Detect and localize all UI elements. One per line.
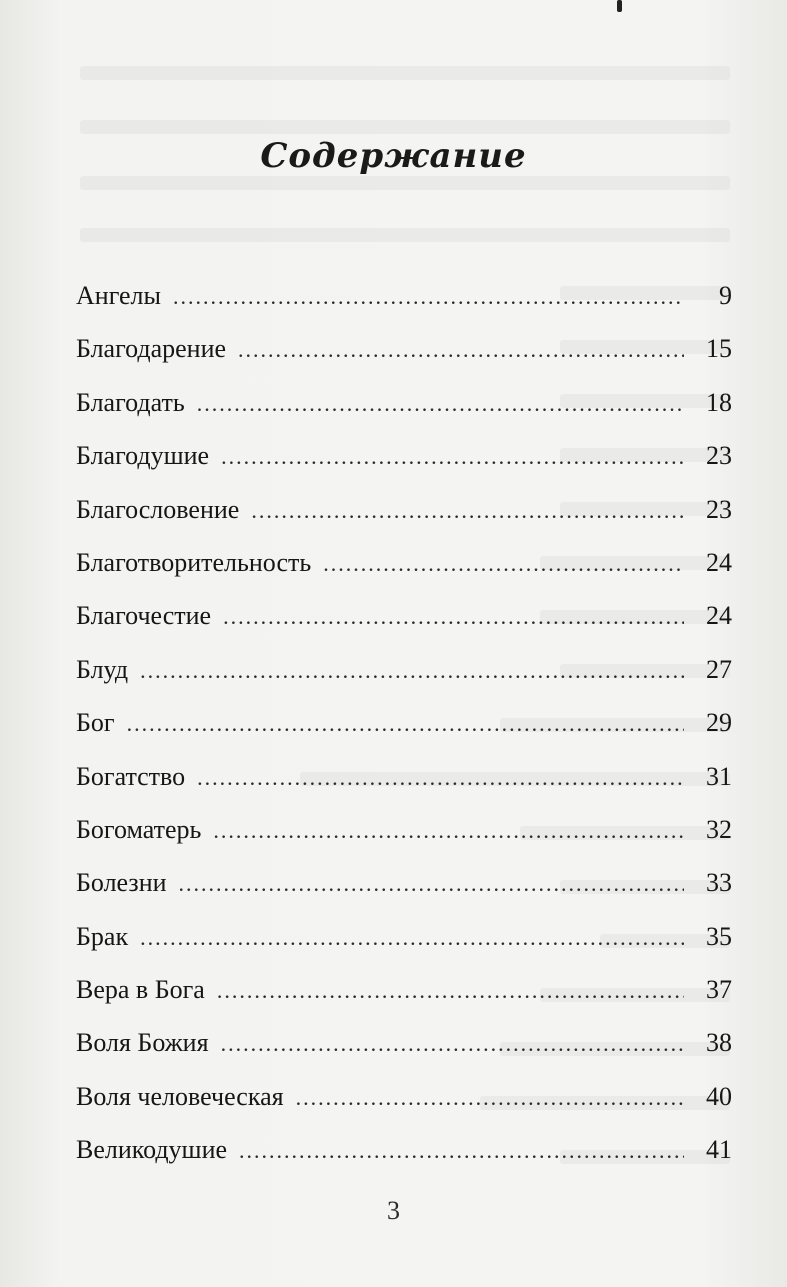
toc-dot-leader <box>323 549 684 579</box>
toc-entry-page: 23 <box>706 441 732 471</box>
toc-entry-page: 38 <box>706 1028 732 1058</box>
toc-entry[interactable] <box>76 655 732 708</box>
toc-entry[interactable] <box>76 868 732 921</box>
toc-entry-page: 29 <box>706 708 732 738</box>
toc-entry-label: Благодать <box>76 387 185 417</box>
toc-entry-label: Благодарение <box>76 334 227 364</box>
toc-entry[interactable] <box>76 441 732 494</box>
toc-entry-label: Богатство <box>76 761 186 791</box>
toc-entry[interactable] <box>76 388 732 441</box>
toc-entry-label: Богоматерь <box>76 814 202 844</box>
toc-entry[interactable] <box>76 334 732 387</box>
toc-dot-leader <box>213 816 684 846</box>
toc-dot-leader <box>173 282 684 312</box>
table-of-contents <box>76 281 732 1189</box>
toc-entry-page: 27 <box>706 654 732 684</box>
toc-entry[interactable] <box>76 975 732 1028</box>
toc-entry-label: Воля Божия <box>76 1028 209 1058</box>
toc-entry[interactable] <box>76 1135 732 1188</box>
toc-entry[interactable] <box>76 815 732 868</box>
toc-dot-leader <box>238 335 684 365</box>
toc-dot-leader <box>127 709 684 739</box>
toc-dot-leader <box>140 656 684 686</box>
toc-dot-leader <box>221 1029 684 1059</box>
toc-entry-page: 9 <box>719 281 732 310</box>
toc-entry-label: Бог <box>76 708 115 738</box>
toc-entry[interactable] <box>76 1028 732 1081</box>
toc-entry-page: 35 <box>706 921 732 951</box>
toc-dot-leader <box>296 1083 684 1113</box>
toc-entry-label: Благотворительность <box>76 547 312 577</box>
toc-entry-page: 18 <box>706 387 732 417</box>
toc-entry-label: Благословение <box>76 494 240 524</box>
toc-entry[interactable] <box>76 548 732 601</box>
toc-entry[interactable] <box>76 922 732 975</box>
toc-entry[interactable] <box>76 1082 732 1135</box>
toc-entry[interactable] <box>76 762 732 815</box>
toc-entry-page: 24 <box>706 547 732 577</box>
toc-entry-page: 41 <box>706 1135 732 1165</box>
toc-entry-page: 15 <box>706 334 732 364</box>
toc-dot-leader <box>197 763 684 793</box>
toc-entry[interactable] <box>76 281 732 334</box>
toc-entry-label: Благочестие <box>76 601 212 631</box>
toc-entry-page: 23 <box>706 494 732 524</box>
toc-entry-label: Вера в Бога <box>76 975 205 1005</box>
toc-entry-label: Благодушие <box>76 441 210 471</box>
toc-entry-label: Ангелы <box>76 281 161 310</box>
toc-entry-label: Великодушие <box>76 1135 228 1165</box>
toc-entry-label: Блуд <box>76 654 129 684</box>
toc-entry[interactable] <box>76 495 732 548</box>
toc-entry-page: 33 <box>706 868 732 898</box>
toc-entry-page: 31 <box>706 761 732 791</box>
page-title: Содержание <box>260 136 527 176</box>
toc-entry-label: Болезни <box>76 868 167 898</box>
toc-entry[interactable] <box>76 708 732 761</box>
toc-entry-page: 32 <box>706 814 732 844</box>
toc-entry-label: Воля человеческая <box>76 1081 284 1111</box>
toc-dot-leader <box>197 389 684 419</box>
toc-entry[interactable] <box>76 601 732 654</box>
page-number: 3 <box>387 1196 400 1225</box>
toc-dot-leader <box>217 976 684 1006</box>
toc-dot-leader <box>221 442 684 472</box>
toc-dot-leader <box>251 496 684 526</box>
toc-entry-label: Брак <box>76 921 129 951</box>
toc-dot-leader <box>179 869 684 899</box>
toc-dot-leader <box>223 602 684 632</box>
toc-dot-leader <box>239 1136 684 1166</box>
toc-entry-page: 24 <box>706 601 732 631</box>
ink-speck <box>617 0 622 12</box>
toc-entry-page: 37 <box>706 975 732 1005</box>
toc-entry-page: 40 <box>706 1081 732 1111</box>
toc-dot-leader <box>140 923 684 953</box>
